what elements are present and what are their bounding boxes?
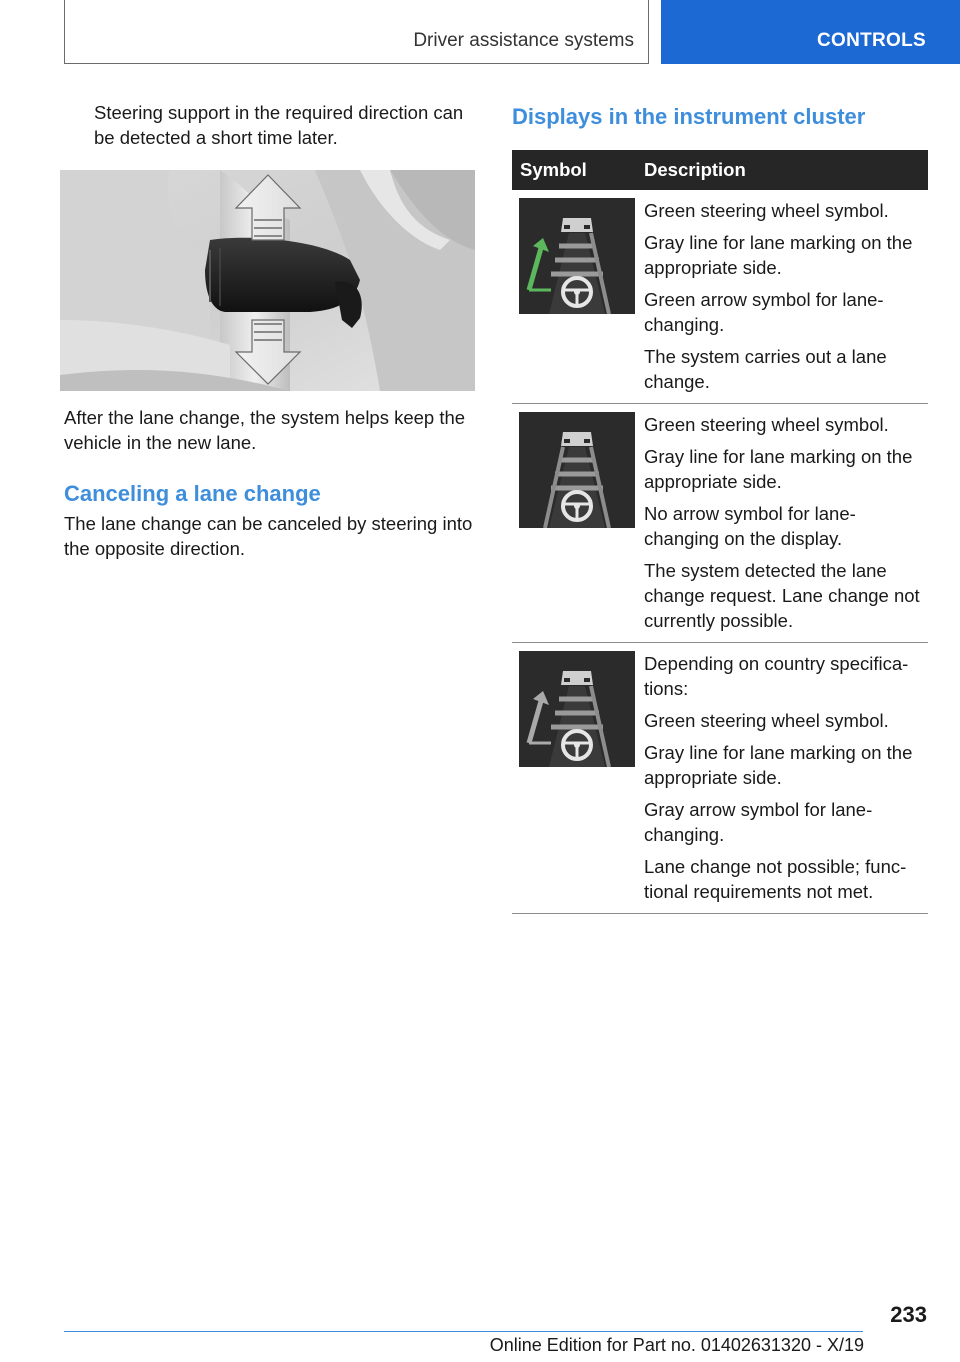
lane-change-green-arrow-icon xyxy=(519,198,635,314)
edition-footer: Online Edition for Part no. 01402631320 - X/19 xyxy=(489,1335,864,1355)
description-line: Green arrow symbol for lane-changing. xyxy=(644,289,884,335)
header-section-title: Driver assistance systems xyxy=(413,30,634,51)
description-line: Gray line for lane marking on the appropriate side. xyxy=(644,232,913,278)
table-row xyxy=(512,190,928,404)
description-line: Green steering wheel symbol. xyxy=(644,200,889,221)
symbol-cell xyxy=(512,412,636,633)
description-cell xyxy=(636,412,928,633)
symbol-table xyxy=(512,150,928,914)
table-row xyxy=(512,404,928,643)
description-line: Green steering wheel symbol. xyxy=(644,710,889,731)
turn-signal-lever-illustration xyxy=(60,170,475,391)
footer-divider xyxy=(64,1331,863,1332)
lever-illustration-icon xyxy=(60,170,475,391)
description-line: The system carries out a lane change. xyxy=(644,346,887,392)
lane-change-gray-arrow-icon xyxy=(519,651,635,767)
description-line: The system detected the lane change request. Lane change not currently possible. xyxy=(644,560,920,631)
header-chapter-tab[interactable] xyxy=(661,0,960,64)
symbol-cell xyxy=(512,651,636,904)
column-header-description: Description xyxy=(644,159,746,180)
lane-change-no-arrow-icon xyxy=(519,412,635,528)
description-line: Green steering wheel symbol. xyxy=(644,414,889,435)
canceling-paragraph: The lane change can be canceled by steering into the opposite direction. xyxy=(64,513,473,559)
description-line: No arrow symbol for lane-changing on the display. xyxy=(644,503,856,549)
description-line: Lane change not possible; func-tional requirements not met. xyxy=(644,856,907,902)
description-line: Gray arrow symbol for lane-changing. xyxy=(644,799,873,845)
header-section-box xyxy=(64,0,649,64)
symbol-cell xyxy=(512,198,636,394)
table-row xyxy=(512,643,928,914)
page-number: 233 xyxy=(890,1302,927,1327)
description-cell xyxy=(636,651,928,904)
canceling-heading: Canceling a lane change xyxy=(64,481,321,506)
table-header xyxy=(512,150,928,190)
section-title: Displays in the instrument cluster xyxy=(512,104,866,129)
column-header-symbol: Symbol xyxy=(520,159,587,180)
description-cell xyxy=(636,198,928,394)
after-lane-change-paragraph: After the lane change, the system helps keep the vehicle in the new lane. xyxy=(64,407,466,453)
description-line: Depending on country specifica-tions: xyxy=(644,653,909,699)
left-column xyxy=(64,100,480,561)
description-line: Gray line for lane marking on the appropriate side. xyxy=(644,446,913,492)
right-column xyxy=(512,100,928,914)
intro-paragraph: Steering support in the required direction can be detected a short time later. xyxy=(94,102,464,148)
header-chapter-title: CONTROLS xyxy=(816,30,926,51)
description-line: Gray line for lane marking on the appropriate side. xyxy=(644,742,913,788)
